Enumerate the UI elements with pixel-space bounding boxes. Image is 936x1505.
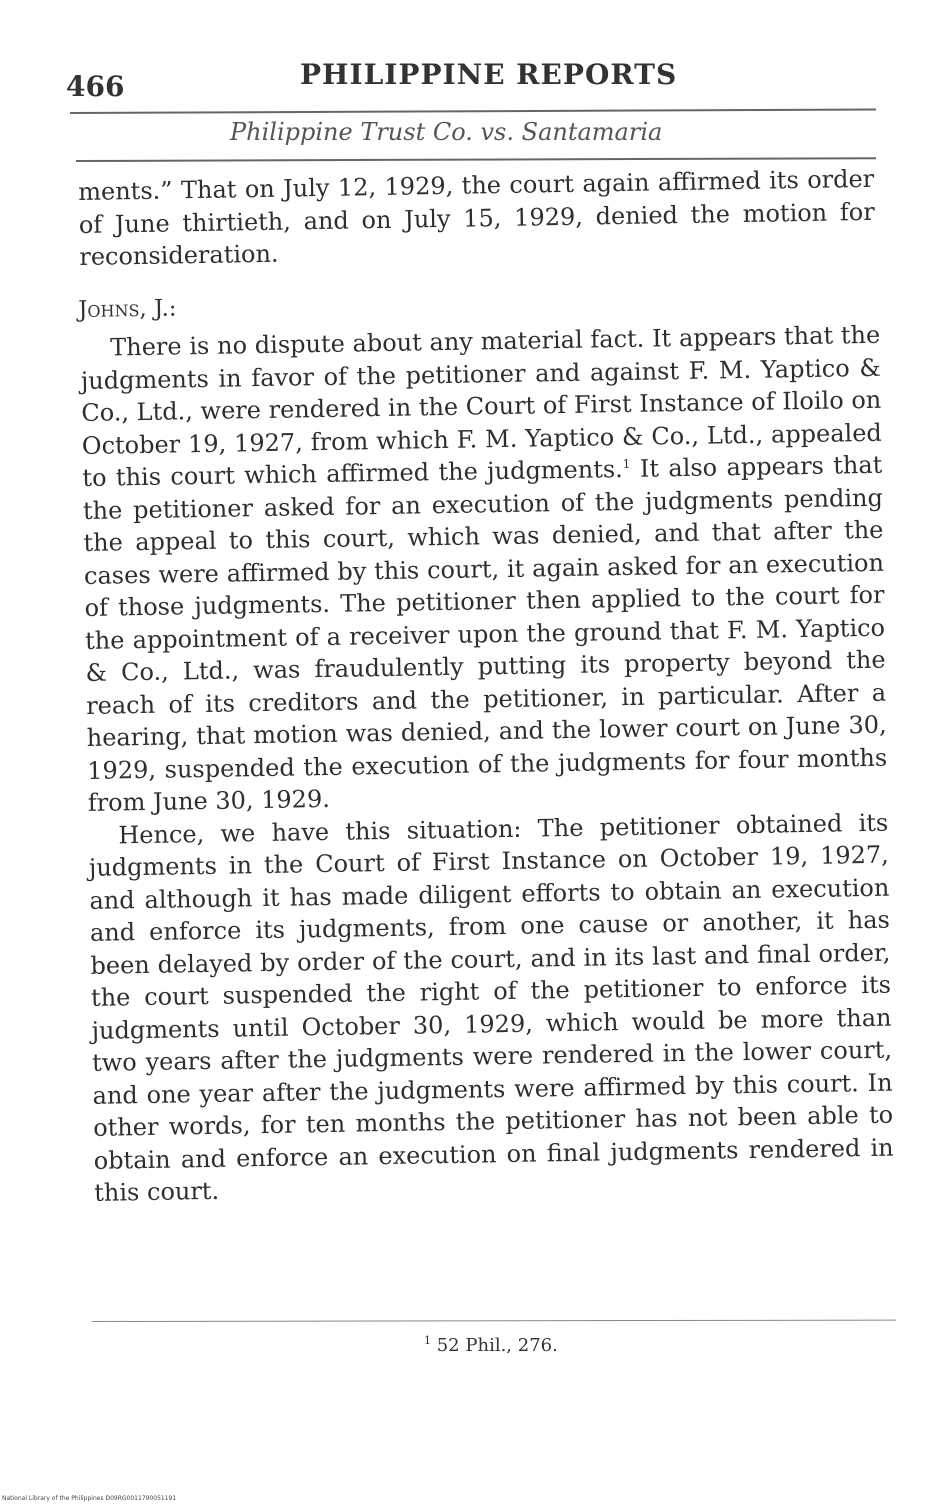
footnote-reference[interactable]: 1 (622, 456, 631, 472)
lead-paragraph (78, 163, 876, 274)
footnote-text: 52 Phil., 276. (436, 1335, 558, 1356)
header-rule-top (70, 108, 876, 114)
opinion-heading: Johns, J.: (78, 295, 177, 323)
header-rule-bottom (76, 157, 876, 162)
footnote-marker: 1 (424, 1334, 431, 1347)
library-stamp: National Library of the Philippines D09RG0011790051191 (2, 1495, 177, 1502)
lead-paragraph-text: ments.” That on July 12, 1929, the court again affirmed its order of June thirtieth, and on July 15, 1929, denied the motion for reconsideration. (78, 164, 875, 271)
opinion-body (80, 319, 894, 1210)
opinion-paragraph-1 (80, 319, 888, 820)
footnote-rule (92, 1320, 896, 1322)
running-head: PHILIPPINE REPORTS (300, 58, 678, 91)
paragraph-1-continuation: It also appears that the petitioner asked for an execution of the judgments pending the appeal to this court, which was denied, and that after the cases were affirmed by this court, it again asked for an execution of those judgments. The petitioner then applied to the court for the appointment of a receiver upon the ground that F. M. Yaptico & Co., Ltd., was fraudulently putting its property beyond the reach of its creditors and the petitioner, in particular. After a hearing, that motion was denied, and the lower court on June 30, 1929, suspended the execution of the judgments for four months from June 30, 1929. (82, 450, 888, 817)
footnote (424, 1334, 558, 1356)
page-number: 466 (66, 70, 125, 103)
paragraph-1-text: There is no dispute about any material fact. It appears that the judgments in favor of the petitioner and against F. M. Yaptico & Co., Ltd., were rendered in the Court of First Instance of Iloilo on October 19, 1927, from which F. M. Yaptico & Co., Ltd., appealed to this court which affirmed the judgments. (80, 320, 883, 492)
opinion-paragraph-2: Hence, we have this situation: The petitioner obtained its judgments in the Court of First Instance on October 19, 1927, and although it has made diligent efforts to obtain an execution and enforce its judgments, from one cause or another, it has been delayed by order of the court, and in its last and final order, the court suspended the right of the petitioner to enforce its judgments until October 30, 1929, which would be more than two years after the judgments were rendered in the lower court, and one year after the judgments were affirmed by this court. In other words, for ten months the petitioner has not been able to obtain and enforce an execution on final judgments rendered in this court. (88, 808, 894, 1207)
case-title: Philippine Trust Co. vs. Santamaria (230, 118, 663, 146)
